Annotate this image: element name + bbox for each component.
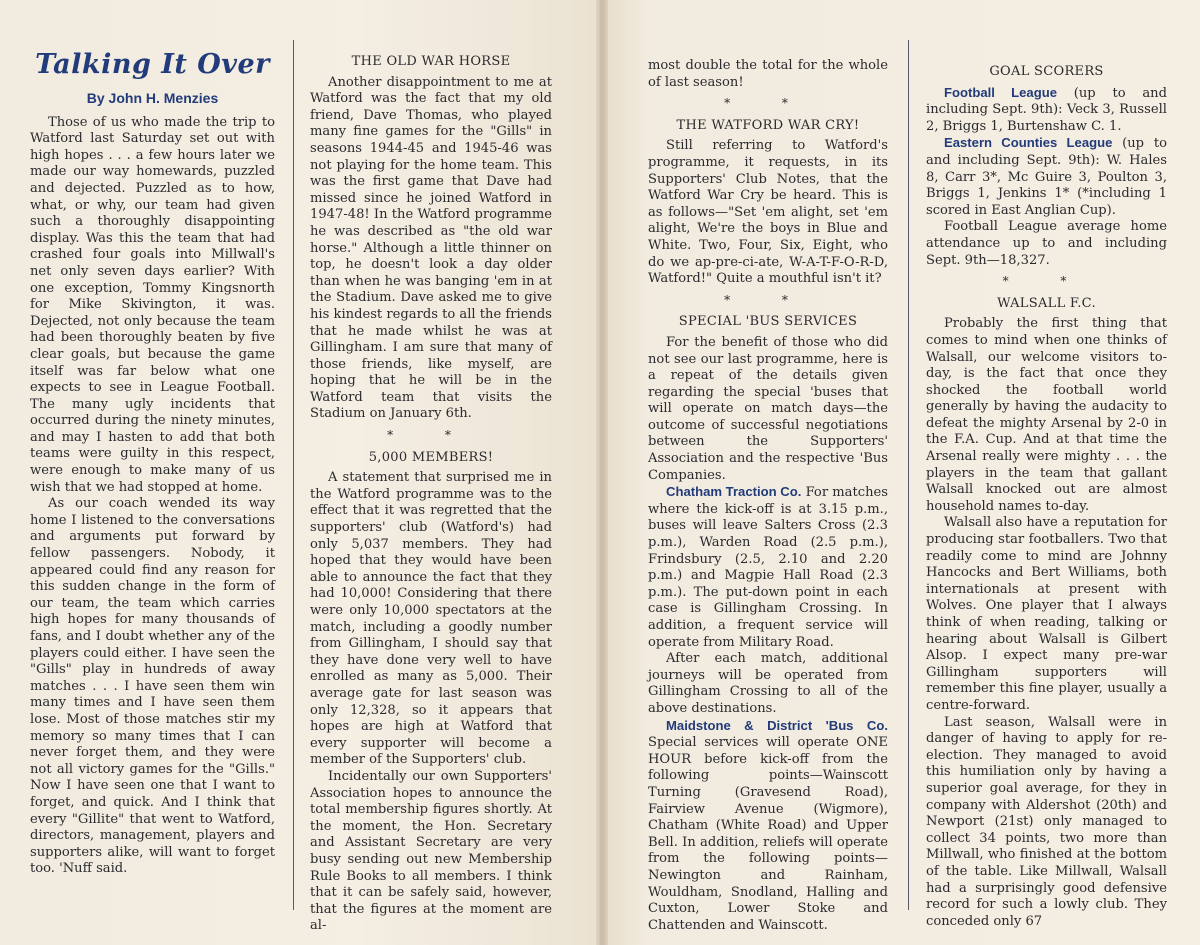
separator-stars: * * (1002, 274, 1091, 289)
lead-in: Maidstone & District 'Bus Co. (666, 717, 888, 733)
page-gutter (596, 0, 608, 945)
column-divider (908, 40, 909, 910)
paragraph: Still referring to Watford's programme, it requests, in its Supporters' Club Notes, that the Watford War Cry be heard. This is as follows—"Set 'em alight, set 'em alight, We're the boys in Blue and White. Two, Four, Six, Eight, who do we ap-pre-ci-ate, W-A-T-F-O-R-D, Watford!" Quite a mouthful isn't it? (648, 138, 888, 287)
column-divider (293, 40, 294, 910)
paragraph (926, 85, 1167, 136)
paragraph: Incidentally our own Supporters' Association hopes to announce the total membership figures shortly. At the moment, the Hon. Secretary and Assistant Secretary are very busy sending out new Membership Rule Books to all members. I think that it can be safely said, however, that the figures at the moment are al- (310, 768, 552, 934)
paragraph: Walsall also have a reputation for producing star footballers. Two that readily come to mind are Johnny Hancocks and Bert Williams, both internationals at present with Wolves. One player that I always think of when reading, talking or hearing about Walsall is Gilbert Alsop. I expect many pre-war Gillingham supporters will remember this fine player, usually a centre-forward. (926, 515, 1167, 713)
section-heading: GOAL SCORERS (989, 64, 1104, 79)
paragraph (648, 484, 888, 651)
paragraph: For the benefit of those who did not see our last programme, here is a repeat of the details given regarding the special 'buses that will operate on match days—the outcome of successful negotiations between the Supporters' Association and the respective 'Bus Companies. (648, 334, 888, 483)
column-1 (30, 50, 275, 878)
section-heading: THE OLD WAR HORSE (351, 54, 511, 69)
column-2 (310, 48, 552, 935)
paragraph: Probably the first thing that comes to mind when one thinks of Walsall, our welcome visitors to-day, is the fact that once they shocked the football world generally by having the audacity to defeat the mighty Arsenal by 2-0 in the F.A. Cup. And at that time the Arsenal really were mighty . . . the players in the team that gallant Walsall knocked out are almost household names to-day. (926, 316, 1167, 514)
paragraph: most double the total for the whole of last season! (648, 58, 888, 90)
lead-in: Chatham Traction Co. (666, 484, 802, 500)
paragraph: Football League average home attendance up to and including Sept. 9th—18,327. (926, 219, 1167, 268)
paragraph (648, 718, 888, 935)
separator-stars: * * (724, 292, 812, 307)
lead-in: Eastern Counties League (944, 135, 1113, 151)
column-3 (648, 58, 888, 934)
paragraph-text: (up to and including Sept. 9th): W. Hales 8, Carr 3*, Mc Guire 3, Poulton 3, Briggs 1, Jenkins 1* (*including 1 scored in East Anglian Cup). (926, 136, 1167, 218)
lead-in: Football League (944, 84, 1057, 100)
paragraph: Another disappointment to me at Watford was the fact that my old friend, Dave Thomas, who played many fine games for the "Gills" in seasons 1944-45 and 1945-46 was not playing for the home team. This was the first game that Dave had missed since he joined Watford in 1947-48! In the Watford programme he was described as "the old war horse." Although a little thinner on top, he doesn't look a day older than when he was banging 'em in at the Stadium. Dave asked me to give his kindest regards to all the friends that he made whilst he was at Gillingham. I am sure that many of those friends, like myself, are hoping that he will be in the Watford team that visits the Stadium on January 6th. (310, 74, 552, 422)
column-4 (926, 58, 1167, 930)
paragraph-text: Special services will operate ONE HOUR before kick-off from the following points—Wainscott Turning (Gravesend Road), Fairview Avenue (Wigmore), Chatham (White Road) and Upper Bell. In addition, reliefs will operate from the following points—Newington and Rainham, Wouldham, Snodland, Halling and Cuxton, Lower Stoke and Chattenden and Wainscott. (648, 735, 888, 933)
paragraph: A statement that surprised me in the Watford programme was to the effect that it was regretted that the supporters' club (Watford's) had only 5,037 members. They had hoped that they would have been able to announce the fact that they had 10,000! Considering that there were only 10,000 spectators at the match, including a goodly number from Gillingham, I should say that they have done very well to have enrolled as many as 5,000. Their average gate for last season was only 12,328, so it appears that hopes are high at Watford that every supporter will become a member of the Supporters' club. (310, 470, 552, 768)
section-heading: 5,000 MEMBERS! (368, 449, 494, 465)
paragraph-text: For matches where the kick-off is at 3.15 p.m., buses will leave Salters Cross (2.3 p.m.), Warden Road (2.5 p.m.), Frindsbury (2.5, 2.10 and 2.20 p.m.) and Magpie Hall Road (2.3 p.m.). The put-down point in each case is Gillingham Crossing. In addition, a frequent service will operate from Military Road. (648, 485, 888, 650)
separator-stars: * * (387, 428, 475, 443)
section-heading: WALSALL F.C. (997, 295, 1096, 311)
section-heading: THE WATFORD WAR CRY! (676, 117, 860, 133)
paragraph-text: (up to and including Sept. 9th): Veck 3, Russell 2, Briggs 1, Burtenshaw C. 1. (926, 85, 1167, 134)
section-heading: SPECIAL 'BUS SERVICES (678, 314, 858, 330)
paragraph: Last season, Walsall were in danger of having to apply for re-election. They managed to avoid this humiliation only by having a superior goal average, for they in company with Aldershot (20th) and Newport (21st) only managed to collect 34 points, two more than Millwall, who finished at the bottom of the table. Like Millwall, Walsall had a surprisingly good defensive record for such a lowly club. They conceded only 67 (926, 714, 1167, 929)
paragraph: Those of us who made the trip to Watford last Saturday set out with high hopes . . . a few hours later we made our way homewards, puzzled and dejected. Puzzled as to how, what, or why, our team had given such a thoroughly disappointing display. Was this the team that had crashed four goals into Millwall's net only seven days earlier? With one exception, Tommy Kingsnorth for Mike Skivington, it was. Dejected, not only because the team had been thoroughly beaten by five clear goals, but because the game itself was far below what one expects to see in League Football. The many ugly incidents that occurred during the ninety minutes, and may I hasten to add that both teams were guilty in this respect, were enough to make many of us wish that we had stopped at home. (30, 114, 275, 495)
byline: By John H. Menzies (86, 90, 219, 106)
paragraph: After each match, additional journeys will be operated from Gillingham Crossing to all of the above destinations. (648, 651, 888, 716)
paragraph (926, 135, 1167, 219)
separator-stars: * * (724, 96, 812, 111)
article-title: Talking It Over (35, 49, 270, 80)
paragraph: As our coach wended its way home I listened to the conversations and arguments put forward by fellow passengers. Nobody, it appeared could find any reason for this sudden change in the form of our team, the team which carries high hopes for many thousands of fans, and I doubt whether any of the players could either. I have seen the "Gills" play in hundreds of away matches . . . I have seen them win many times and I have seen them lose. Most of those matches stir my memory so many times that I can never forget them, and they were not all victory games for the "Gills." Now I have seen one that I want to forget, and quick. And I think that every "Gillite" that went to Watford, directors, management, players and supporters alike, will want to forget too. 'Nuff said. (30, 496, 275, 877)
